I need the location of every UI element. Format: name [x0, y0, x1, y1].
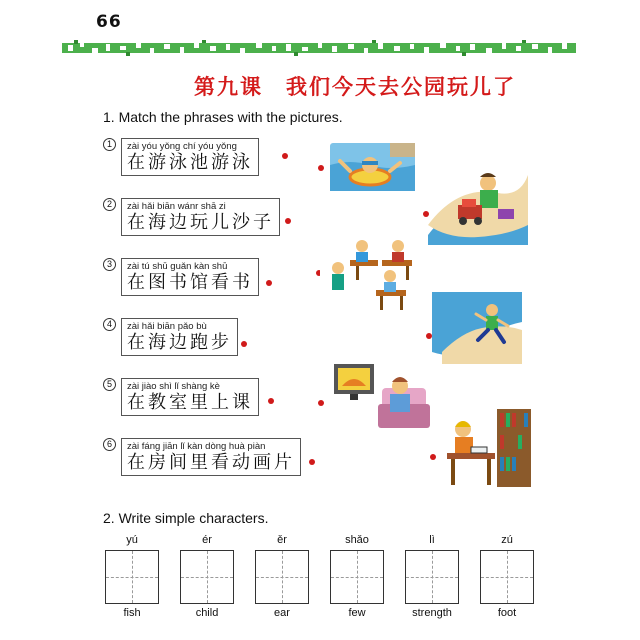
writing-meaning: few [348, 607, 366, 619]
writing-meaning: strength [412, 607, 452, 619]
match-dot-2[interactable] [285, 218, 291, 224]
writing-grid-box[interactable] [405, 550, 459, 604]
phrase-hanzi: 在房间里看动画片 [127, 452, 295, 473]
item-number: 6 [103, 438, 116, 451]
watching-tv-picture-icon [330, 360, 430, 435]
swimming-pool-picture-icon [330, 135, 415, 195]
section-2-title: 2. Write simple characters. [103, 510, 269, 526]
picture-dot-6[interactable] [430, 454, 436, 460]
phrase-box [121, 258, 259, 296]
writing-meaning: foot [497, 607, 517, 619]
writing-meaning: child [195, 607, 219, 619]
item-number: 3 [103, 258, 116, 271]
item-number: 5 [103, 378, 116, 391]
phrase-box [121, 198, 280, 236]
writing-grid-box[interactable] [255, 550, 309, 604]
phrase-hanzi: 在海边跑步 [127, 332, 232, 353]
phrase-pinyin: zài fáng jiān lǐ kàn dòng huà piàn [127, 441, 266, 452]
writing-item-3 [253, 533, 311, 619]
writing-pinyin: zú [501, 534, 513, 546]
phrase-item-3 [103, 258, 303, 304]
beach-running-picture-icon [432, 292, 522, 364]
writing-pinyin: lì [429, 534, 435, 546]
section-1-title: 1. Match the phrases with the pictures. [103, 109, 343, 125]
phrase-item-4 [103, 318, 303, 364]
writing-pinyin: shǎo [345, 534, 369, 546]
phrase-pinyin: zài yóu yǒng chí yóu yǒng [127, 141, 237, 152]
writing-pinyin: ěr [277, 534, 287, 546]
picture-dot-5[interactable] [318, 400, 324, 406]
phrase-pinyin: zài tú shū guǎn kàn shū [127, 261, 228, 272]
green-decorative-border [62, 40, 576, 56]
phrase-hanzi: 在教室里上课 [127, 392, 253, 413]
writing-grid-box[interactable] [105, 550, 159, 604]
match-dot-6[interactable] [309, 459, 315, 465]
library-reading-picture-icon [437, 407, 532, 489]
writing-grid-box[interactable] [330, 550, 384, 604]
phrase-hanzi: 在图书馆看书 [127, 272, 253, 293]
phrase-pinyin: zài hǎi biān pǎo bù [127, 321, 207, 332]
item-number: 1 [103, 138, 116, 151]
match-dot-3[interactable] [266, 280, 272, 286]
match-dot-5[interactable] [268, 398, 274, 404]
picture-dot-1[interactable] [318, 165, 324, 171]
writing-item-1 [103, 533, 161, 619]
phrase-box [121, 318, 238, 356]
phrase-box [121, 138, 259, 176]
phrase-pinyin: zài jiào shì lǐ shàng kè [127, 381, 220, 392]
phrase-item-1 [103, 138, 303, 184]
phrase-box [121, 438, 301, 476]
classroom-picture-icon [320, 232, 420, 312]
phrase-hanzi: 在海边玩儿沙子 [127, 212, 274, 233]
item-number: 2 [103, 198, 116, 211]
page-number: 66 [96, 12, 122, 32]
phrase-item-6 [103, 438, 303, 484]
writing-meaning: fish [123, 607, 141, 619]
writing-pinyin: yú [126, 534, 138, 546]
item-number: 4 [103, 318, 116, 331]
phrase-box [121, 378, 259, 416]
writing-practice-row [103, 533, 543, 623]
writing-item-6 [478, 533, 536, 619]
match-dot-4[interactable] [241, 341, 247, 347]
writing-grid-box[interactable] [180, 550, 234, 604]
writing-meaning: ear [274, 607, 290, 619]
phrase-item-2 [103, 198, 303, 244]
writing-grid-box[interactable] [480, 550, 534, 604]
writing-pinyin: ér [202, 534, 212, 546]
writing-item-2 [178, 533, 236, 619]
match-dot-1[interactable] [282, 153, 288, 159]
lesson-title: 第九课 我们今天去公园玩儿了 [194, 75, 516, 99]
writing-item-4 [328, 533, 386, 619]
phrase-hanzi: 在游泳池游泳 [127, 152, 253, 173]
phrase-pinyin: zài hǎi biān wánr shā zi [127, 201, 226, 212]
beach-sand-play-picture-icon [428, 165, 528, 245]
writing-item-5 [403, 533, 461, 619]
